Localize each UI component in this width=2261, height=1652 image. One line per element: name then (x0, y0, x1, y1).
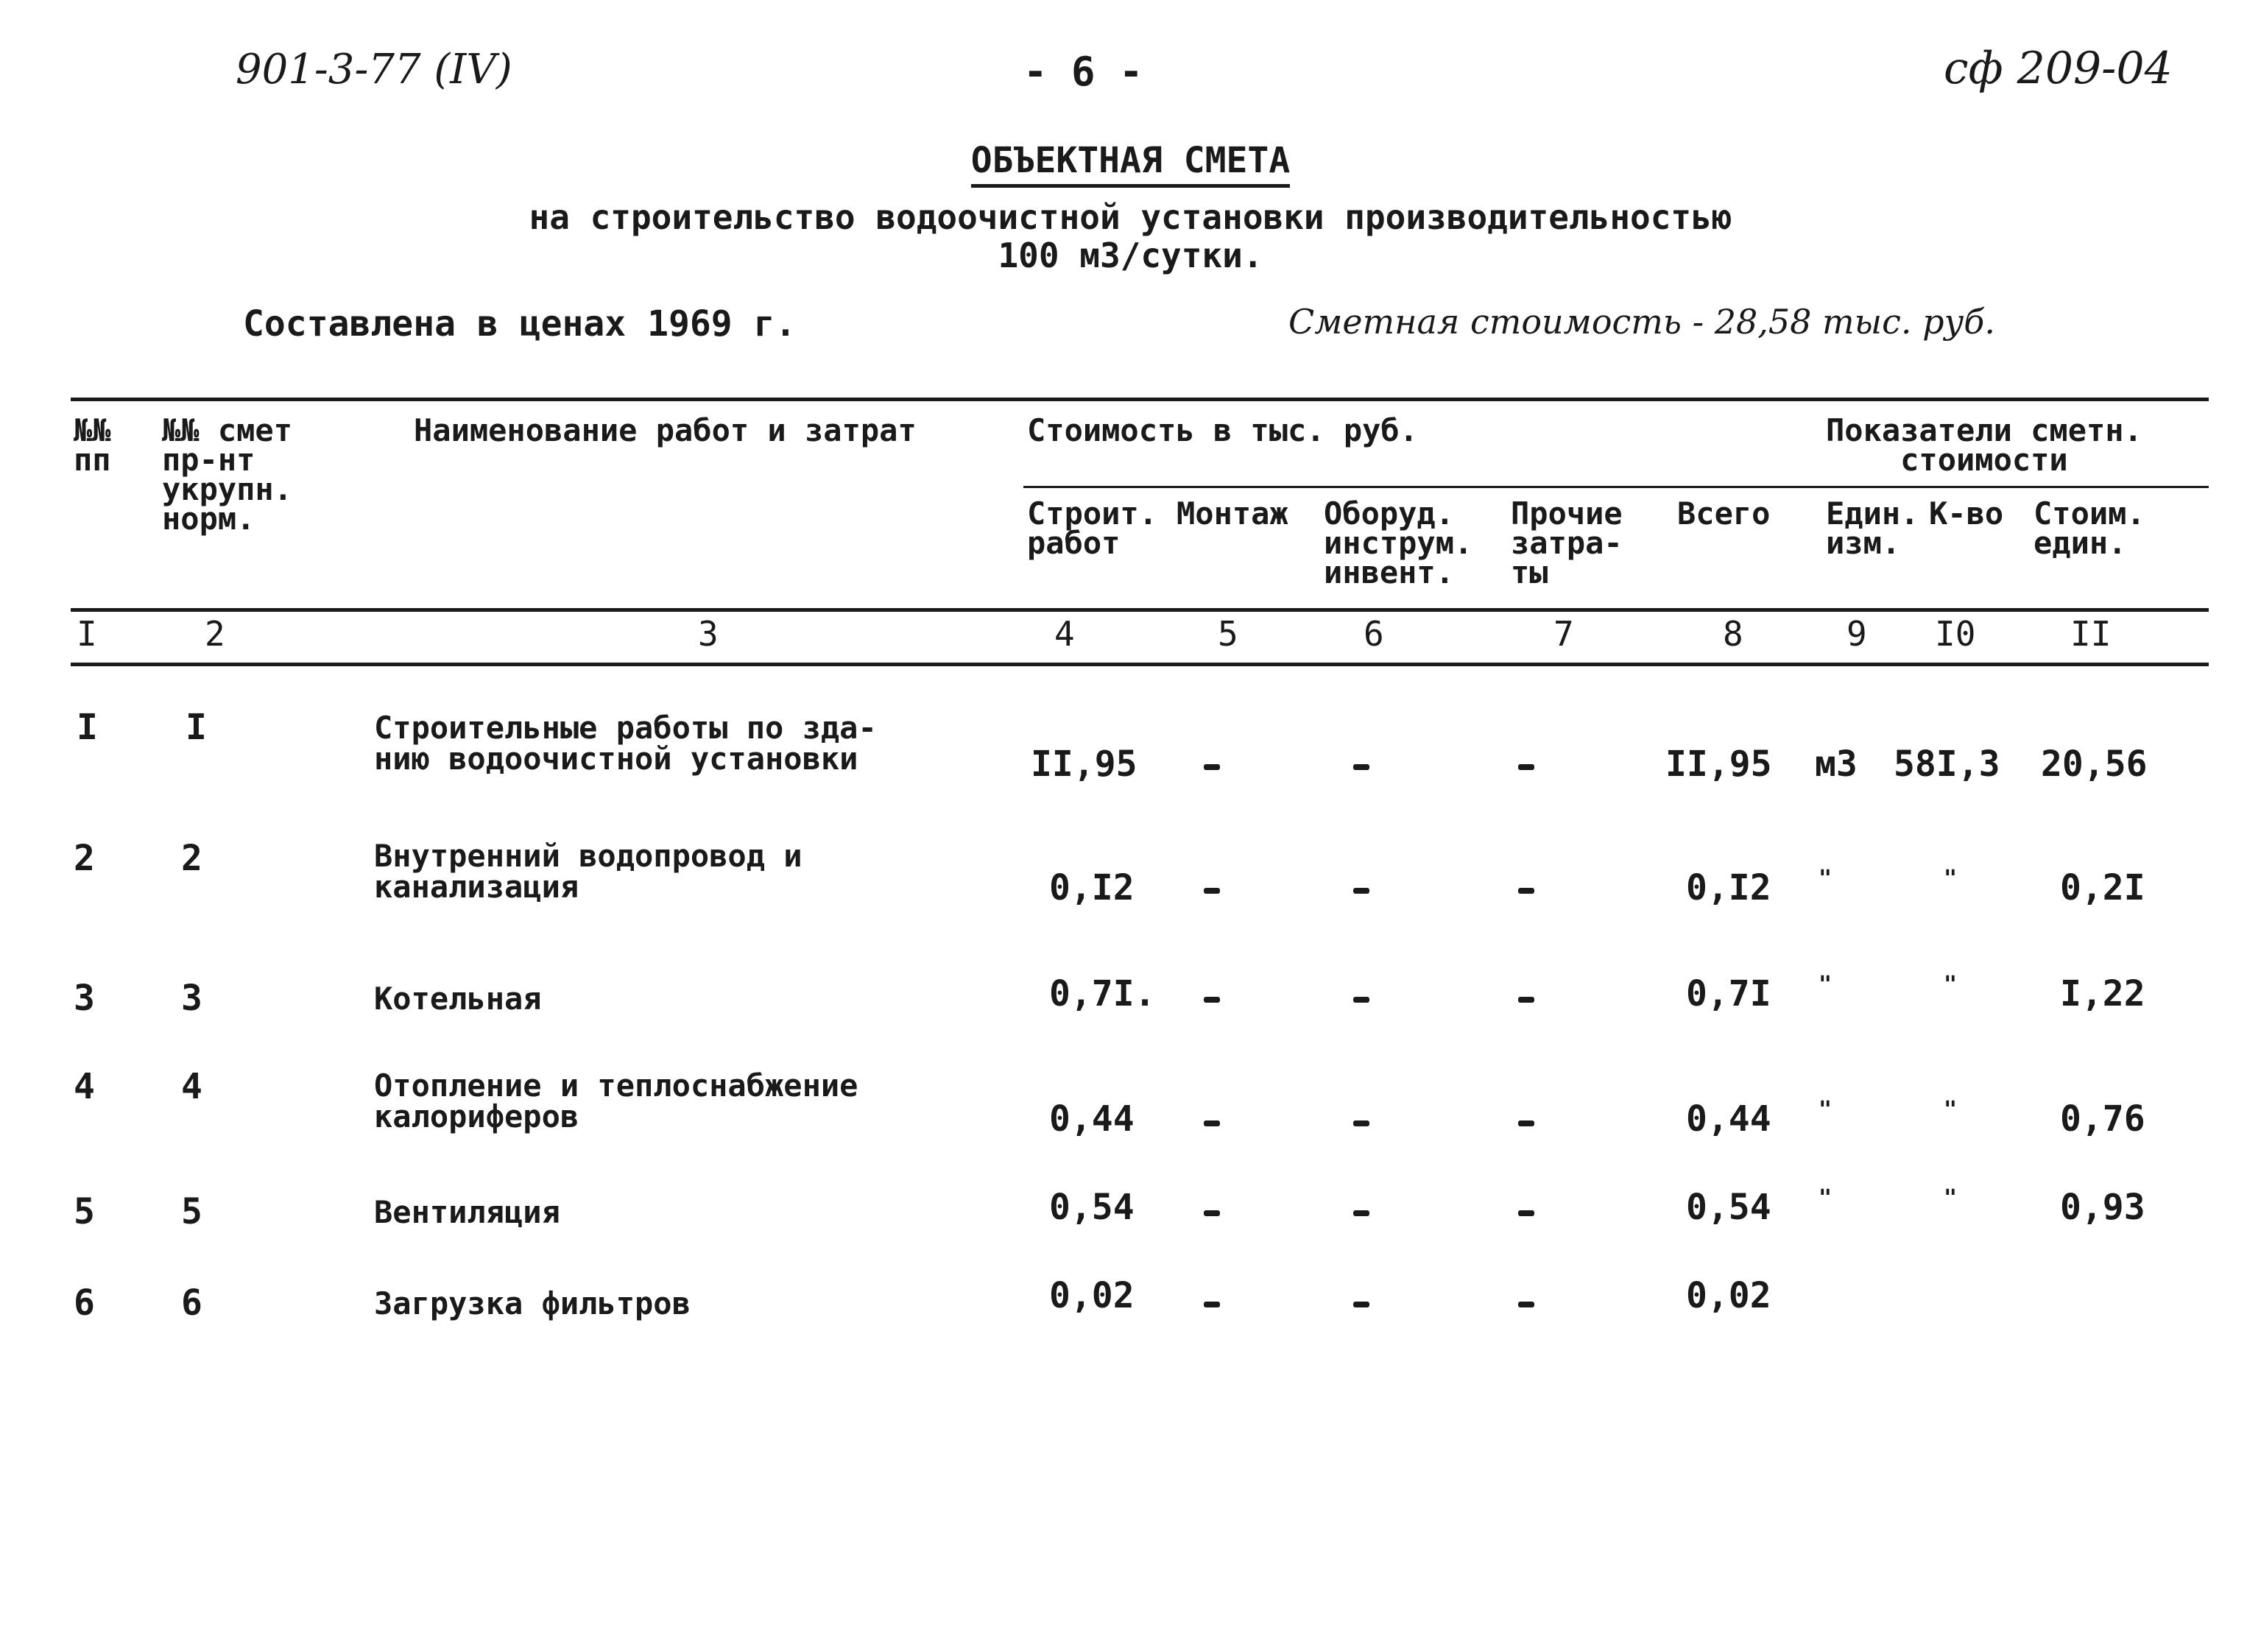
row-construction-cost: 0,02 (1049, 1275, 1135, 1316)
row-estimate-number: I (186, 707, 207, 748)
header-row-number: №№ пп (74, 412, 111, 478)
row-other-dash (1518, 997, 1534, 1003)
row-number: I (77, 707, 98, 748)
row-unit-ditto: " (1819, 1097, 1833, 1123)
header-equipment: Оборуд. инструм. инвент. (1324, 495, 1473, 590)
column-number-1: I (77, 614, 97, 654)
row-installation-dash (1204, 888, 1220, 894)
row-equipment-dash (1353, 1120, 1369, 1126)
row-other-dash (1518, 1302, 1534, 1307)
column-number-8: 8 (1723, 614, 1743, 654)
column-number-5: 5 (1218, 614, 1238, 654)
row-quantity-ditto: " (1944, 1185, 1958, 1211)
header-quantity: К-во (1929, 495, 2004, 532)
row-unit-cost: 20,56 (2041, 744, 2148, 785)
row-unit-cost: 0,76 (2060, 1098, 2145, 1140)
row-equipment-dash (1353, 1210, 1369, 1216)
row-estimate-number: 6 (181, 1282, 202, 1324)
row-unit-ditto: " (1819, 972, 1833, 998)
row-construction-cost: 0,I2 (1049, 867, 1135, 908)
row-total-cost: 0,7I (1686, 973, 1771, 1014)
row-estimate-number: 3 (181, 978, 202, 1019)
page-number: - 6 - (1023, 49, 1143, 95)
row-unit-ditto: " (1819, 1185, 1833, 1211)
row-number: 4 (74, 1066, 95, 1107)
row-installation-dash (1204, 764, 1220, 770)
document-subtitle-line2: 100 м3/сутки. (998, 236, 1263, 275)
header-bottom-rule (71, 608, 2209, 612)
row-number: 2 (74, 838, 95, 879)
row-other-dash (1518, 764, 1534, 770)
header-unit: Един. изм. (1826, 495, 1919, 561)
row-construction-cost: 0,44 (1049, 1098, 1135, 1140)
row-other-dash (1518, 1210, 1534, 1216)
document-title-text: ОБЪЕКТНАЯ СМЕТА (971, 140, 1290, 188)
table-top-rule (71, 398, 2209, 401)
column-number-9: 9 (1846, 614, 1867, 654)
row-quantity: 58I,3 (1894, 744, 2000, 785)
row-other-dash (1518, 888, 1534, 894)
row-equipment-dash (1353, 888, 1369, 894)
row-other-dash (1518, 1120, 1534, 1126)
row-work-name: Котельная (374, 981, 542, 1017)
column-number-6: 6 (1364, 614, 1384, 654)
column-number-11: II (2070, 614, 2112, 654)
column-number-7: 7 (1553, 614, 1574, 654)
row-construction-cost: 0,54 (1049, 1187, 1135, 1228)
prices-note: Составлена в ценах 1969 г. (243, 303, 797, 345)
document-title (0, 140, 2261, 181)
row-number: 5 (74, 1191, 95, 1232)
row-unit-cost: 0,2I (2060, 867, 2145, 908)
header-indicators-group: Показатели сметн. стоимости (1826, 412, 2142, 478)
row-unit-ditto: " (1819, 866, 1833, 892)
row-installation-dash (1204, 1120, 1220, 1126)
row-unit-cost: 0,93 (2060, 1187, 2145, 1228)
estimated-cost-note: Сметная стоимость - 28,58 тыс. руб. (1288, 302, 1995, 342)
row-estimate-number: 5 (181, 1191, 202, 1232)
header-work-name: Наименование работ и затрат (414, 412, 917, 448)
row-estimate-number: 2 (181, 838, 202, 879)
row-work-name: Строительные работы по зда- нию водоочистной установки (374, 710, 877, 777)
row-total-cost: 0,54 (1686, 1187, 1771, 1228)
row-work-name: Отопление и теплоснабжение калориферов (374, 1067, 858, 1134)
sheet-code: сф 209-04 (1944, 43, 2173, 94)
row-construction-cost: 0,7I. (1049, 973, 1156, 1014)
header-estimate-number: №№ смет пр-нт укрупн. норм. (162, 412, 293, 537)
row-number: 3 (74, 978, 95, 1019)
row-equipment-dash (1353, 997, 1369, 1003)
column-number-3: 3 (698, 614, 719, 654)
row-work-name: Вентиляция (374, 1194, 560, 1230)
column-number-4: 4 (1054, 614, 1075, 654)
header-installation: Монтаж (1177, 495, 1288, 532)
header-other-costs: Прочие затра- ты (1511, 495, 1623, 590)
row-equipment-dash (1353, 764, 1369, 770)
row-unit-cost: I,22 (2060, 973, 2145, 1014)
row-unit: м3 (1815, 744, 1858, 785)
row-total-cost: 0,I2 (1686, 867, 1771, 908)
column-numbers-rule (71, 663, 2209, 666)
row-construction-cost: II,95 (1031, 744, 1137, 785)
row-total-cost: II,95 (1665, 744, 1772, 785)
cost-group-rule (1023, 486, 2209, 488)
row-installation-dash (1204, 1302, 1220, 1307)
header-cost-group: Стоимость в тыс. руб. (1027, 412, 1419, 448)
row-work-name: Загрузка фильтров (374, 1285, 691, 1321)
row-installation-dash (1204, 997, 1220, 1003)
row-installation-dash (1204, 1210, 1220, 1216)
row-estimate-number: 4 (181, 1066, 202, 1107)
header-unit-cost: Стоим. един. (2034, 495, 2145, 561)
document-subtitle-line1: на строительство водоочистной установки производительностью (529, 197, 1732, 237)
document-code: 901-3-77 (IV) (236, 46, 512, 93)
column-number-2: 2 (205, 614, 225, 654)
row-quantity-ditto: " (1944, 972, 1958, 998)
row-number: 6 (74, 1282, 95, 1324)
row-quantity-ditto: " (1944, 1097, 1958, 1123)
row-quantity-ditto: " (1944, 866, 1958, 892)
row-total-cost: 0,02 (1686, 1275, 1771, 1316)
row-work-name: Внутренний водопровод и канализация (374, 838, 803, 905)
row-equipment-dash (1353, 1302, 1369, 1307)
header-total: Всего (1677, 495, 1771, 532)
column-number-10: I0 (1935, 614, 1976, 654)
header-construction: Строит. работ (1027, 495, 1158, 561)
row-total-cost: 0,44 (1686, 1098, 1771, 1140)
